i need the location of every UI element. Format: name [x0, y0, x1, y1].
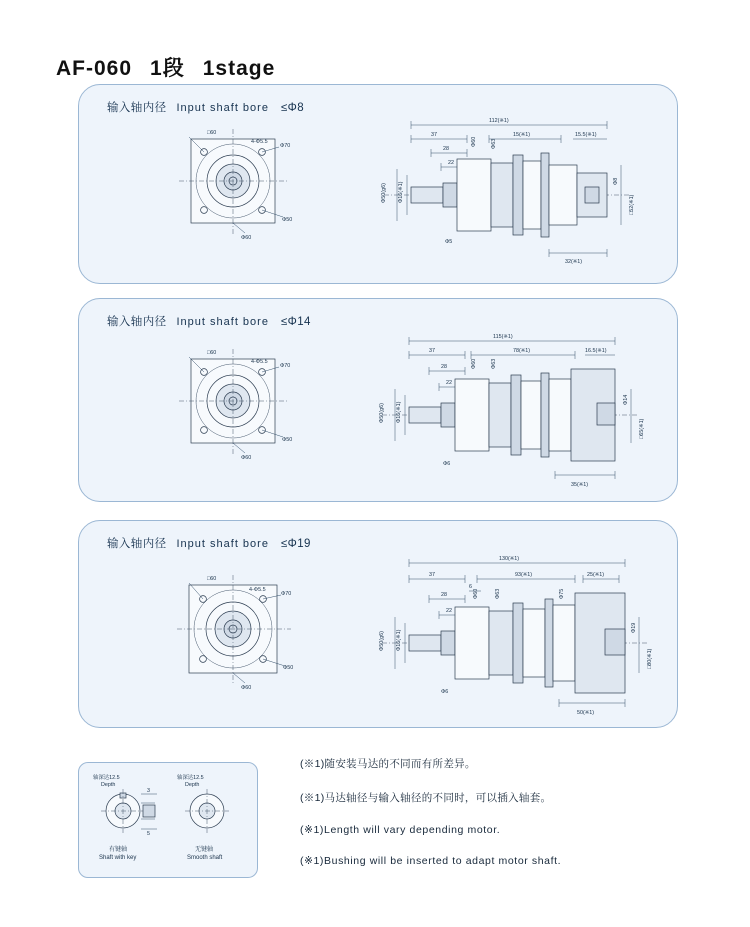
note-2: (※1)马达轴径与输入轴径的不同时，可以插入轴套。	[300, 792, 552, 804]
shaft-type-panel	[78, 762, 258, 878]
svg-text:37: 37	[429, 348, 435, 354]
title-model: AF-060	[56, 57, 133, 80]
bore-label-1	[107, 99, 304, 115]
note-1: (※1)随安装马达的不同而有所差异。	[300, 758, 476, 770]
svg-text:Φ75: Φ75	[559, 588, 565, 599]
svg-text:15.5(※1): 15.5(※1)	[575, 132, 597, 138]
svg-text:Φ50: Φ50	[283, 665, 294, 671]
svg-text:□65(※1): □65(※1)	[639, 418, 645, 439]
svg-text:Φ50: Φ50	[282, 437, 293, 443]
gearbox-side-view-2	[347, 319, 667, 494]
title-stage-cn: 1段	[150, 57, 185, 80]
svg-text:□52(※1): □52(※1)	[629, 194, 635, 215]
svg-text:37: 37	[429, 572, 435, 578]
svg-text:轴深达12.5: 轴深达12.5	[93, 775, 120, 781]
svg-text:28: 28	[441, 592, 447, 598]
bore-label-en-2: Input shaft bore	[176, 316, 269, 328]
svg-text:Φ63: Φ63	[495, 588, 501, 599]
bore-label-3	[107, 535, 311, 551]
svg-text:Φ14: Φ14	[623, 394, 629, 405]
svg-text:115(※1): 115(※1)	[493, 334, 513, 340]
flange-front-view-2	[149, 341, 319, 471]
svg-text:Φ63: Φ63	[491, 358, 497, 369]
svg-text:Φ70: Φ70	[280, 143, 291, 149]
svg-text:Shaft with key: Shaft with key	[99, 855, 137, 861]
svg-text:22: 22	[446, 380, 452, 386]
bore-label-cn-2: 输入轴内径	[107, 316, 167, 328]
svg-text:Depth: Depth	[101, 782, 116, 788]
svg-text:22: 22	[448, 160, 454, 166]
flange-front-view-1	[149, 121, 319, 251]
svg-text:Smooth shaft: Smooth shaft	[187, 855, 223, 861]
svg-text:78(※1): 78(※1)	[513, 348, 531, 354]
svg-text:轴深达12.5: 轴深达12.5	[177, 775, 204, 781]
bore-value-1: ≤Φ8	[280, 102, 305, 114]
spec-panel-bore19	[78, 520, 678, 728]
svg-text:Φ70: Φ70	[280, 363, 291, 369]
svg-text:32(※1): 32(※1)	[565, 259, 583, 265]
svg-text:6: 6	[469, 584, 472, 590]
svg-text:3: 3	[147, 788, 150, 794]
svg-text:93(※1): 93(※1)	[515, 572, 533, 578]
svg-text:□60: □60	[207, 350, 217, 356]
svg-text:Φ16(※1): Φ16(※1)	[396, 401, 402, 423]
svg-text:有键轴: 有键轴	[109, 847, 128, 853]
svg-text:37: 37	[431, 132, 437, 138]
svg-text:50(※1): 50(※1)	[577, 710, 595, 716]
svg-text:Φ50: Φ50	[282, 217, 293, 223]
svg-text:130(※1): 130(※1)	[499, 556, 520, 562]
bore-value-2: ≤Φ14	[280, 316, 311, 328]
svg-text:Φ60: Φ60	[473, 588, 479, 599]
svg-text:无键轴: 无键轴	[195, 847, 214, 853]
svg-text:112(※1): 112(※1)	[489, 118, 509, 124]
title-stage-en: 1stage	[202, 57, 276, 80]
gearbox-side-view-1	[349, 103, 659, 273]
svg-text:□60: □60	[207, 130, 217, 136]
bore-label-en-1: Input shaft bore	[176, 102, 269, 114]
svg-text:4-Φ5.5: 4-Φ5.5	[251, 359, 268, 365]
svg-text:Φ60: Φ60	[241, 685, 252, 691]
svg-text:4-Φ5.5: 4-Φ5.5	[249, 587, 266, 593]
svg-text:35(※1): 35(※1)	[571, 482, 589, 488]
svg-text:□60: □60	[207, 576, 217, 582]
svg-text:28: 28	[441, 364, 447, 370]
svg-text:5: 5	[147, 831, 150, 837]
svg-text:□80(※1): □80(※1)	[647, 648, 653, 669]
bore-label-cn-1: 输入轴内径	[107, 102, 167, 114]
notes-block	[300, 756, 730, 886]
svg-text:Φ50(g6): Φ50(g6)	[379, 631, 385, 651]
bore-label-en-3: Input shaft bore	[176, 538, 269, 550]
svg-text:4-Φ5.5: 4-Φ5.5	[251, 139, 268, 145]
gearbox-side-view-3	[347, 541, 669, 721]
svg-text:Φ8: Φ8	[613, 177, 619, 185]
svg-text:Φ16(※1): Φ16(※1)	[396, 629, 402, 651]
flange-front-view-3	[147, 567, 323, 699]
svg-text:Φ50(g6): Φ50(g6)	[381, 183, 387, 203]
shaft-type-drawing	[79, 763, 257, 877]
note-3: (※1)Length will vary depending motor.	[300, 824, 501, 836]
svg-text:Φ60: Φ60	[471, 136, 477, 147]
svg-text:15(※1): 15(※1)	[513, 132, 531, 138]
svg-text:Φ70: Φ70	[281, 591, 292, 597]
svg-text:25(※1): 25(※1)	[587, 572, 605, 578]
spec-panel-bore14	[78, 298, 678, 502]
svg-text:Φ6: Φ6	[441, 689, 449, 695]
svg-text:Φ63: Φ63	[491, 138, 497, 149]
svg-text:Φ50(g6): Φ50(g6)	[379, 403, 385, 423]
svg-text:Φ60: Φ60	[241, 235, 252, 241]
bore-value-3: ≤Φ19	[280, 538, 311, 550]
note-4: (※1)Bushing will be inserted to adapt motor shaft.	[300, 855, 562, 867]
svg-text:28: 28	[443, 146, 449, 152]
svg-text:16.5(※1): 16.5(※1)	[585, 348, 607, 354]
svg-text:22: 22	[446, 608, 452, 614]
bore-label-cn-3: 输入轴内径	[107, 538, 167, 550]
svg-text:Φ5: Φ5	[445, 239, 453, 245]
svg-text:Φ60: Φ60	[471, 358, 477, 369]
bore-label-2	[107, 313, 311, 329]
svg-text:Depth: Depth	[185, 782, 200, 788]
svg-text:Φ6: Φ6	[443, 461, 451, 467]
spec-panel-bore8	[78, 84, 678, 284]
svg-text:Φ19: Φ19	[631, 622, 637, 633]
page-title	[56, 52, 275, 82]
svg-text:Φ16(※1): Φ16(※1)	[398, 181, 404, 203]
svg-text:Φ60: Φ60	[241, 455, 252, 461]
